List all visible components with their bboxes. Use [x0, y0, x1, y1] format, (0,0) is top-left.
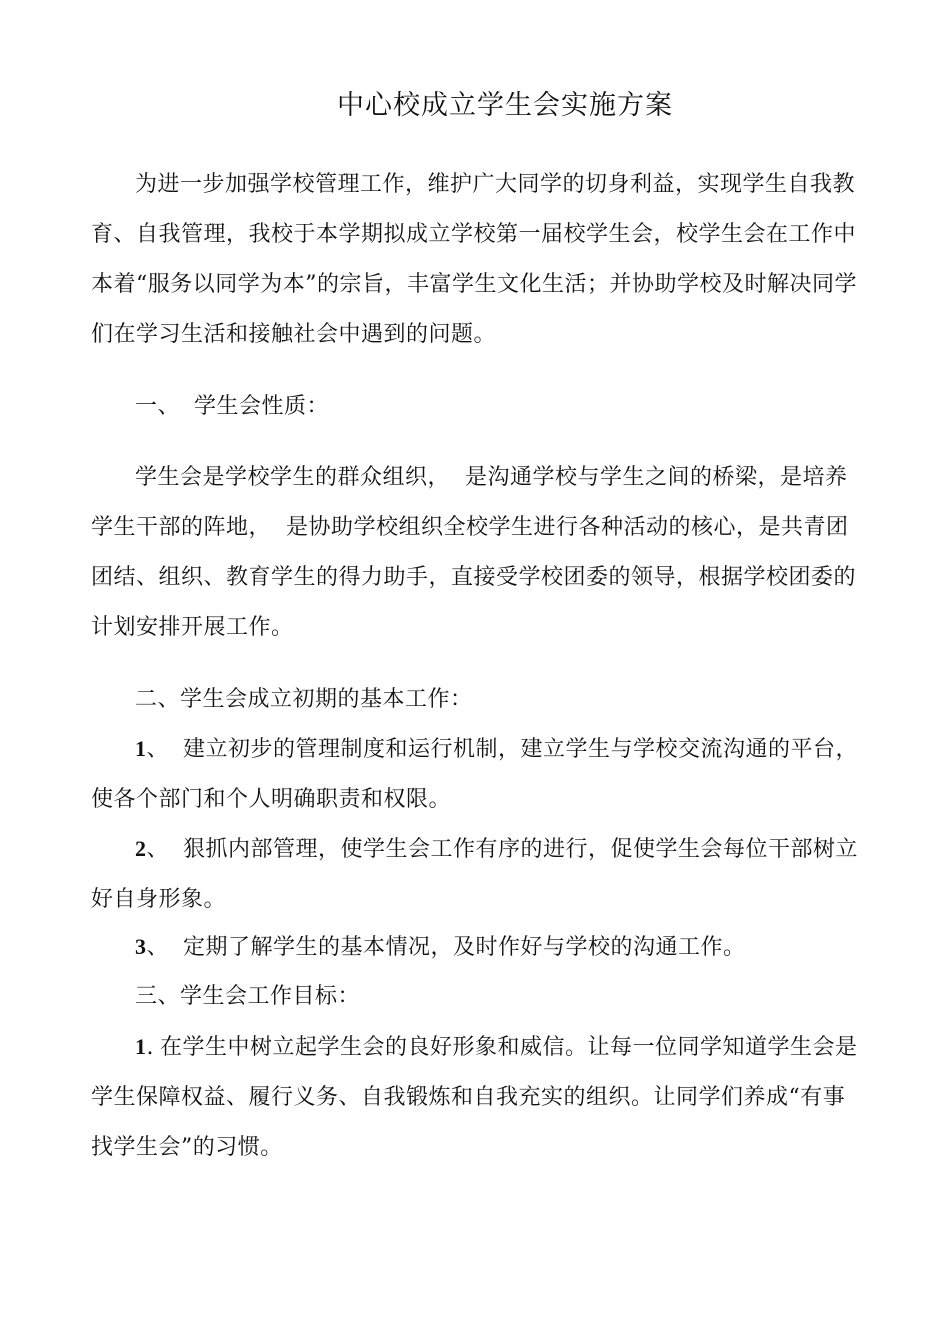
item-separator: 、	[146, 737, 170, 762]
item-number: 1	[135, 1034, 147, 1059]
section2-item-1	[91, 724, 859, 825]
document-title: 中心校成立学生会实施方案	[337, 90, 673, 121]
item-text: 定期了解学生的基本情况，及时作好与学校的沟通工作。	[183, 935, 746, 960]
section2-item-2	[91, 824, 859, 925]
item-separator: .	[146, 1035, 154, 1060]
item-text: 在学生中树立起学生会的良好形象和威信。让每一位同学知道学生会是学生保障权益、履行义务、自我锻炼和自我充实的组织。让同学们养成“有事找学生会”的习惯。	[91, 1035, 858, 1160]
section3-heading: 三、学生会工作目标：	[135, 984, 361, 1009]
item-number: 3	[135, 934, 147, 959]
section1-body: 学生会是学校学生的群众组织， 是沟通学校与学生之间的桥梁，是培养学生干部的阵地， 是协助学校组织全校学生进行各种活动的核心，是共青团团结、组织、教育学生的得力助手，直接受学校团委的领导，根据学校团委的计划安排开展工作。	[91, 465, 857, 640]
section1-heading-text: 学生会性质：	[194, 394, 330, 419]
section1-heading	[135, 382, 329, 432]
item-text: 狠抓内部管理，使学生会工作有序的进行，促使学生会每位干部树立好自身形象。	[91, 837, 859, 912]
intro-paragraph: 为进一步加强学校管理工作，维护广大同学的切身利益，实现学生自我教育、自我管理，我校于本学期拟成立学校第一届校学生会，校学生会在工作中本着“服务以同学为本”的宗旨，丰富学生文化生活；并协助学校及时解决同学们在学习生活和接触社会中遇到的问题。	[91, 172, 857, 347]
item-number: 1	[135, 736, 147, 761]
section3-item-1	[91, 1022, 859, 1173]
item-text: 建立初步的管理制度和运行机制，建立学生与学校交流沟通的平台，使各个部门和个人明确职责和权限。	[91, 737, 859, 812]
item-separator: 、	[146, 935, 170, 960]
section2-item-3	[91, 922, 859, 973]
section1-number: 一、	[135, 394, 181, 419]
item-number: 2	[135, 836, 147, 861]
item-separator: 、	[146, 837, 170, 862]
section2-heading: 二、学生会成立初期的基本工作：	[135, 687, 473, 712]
